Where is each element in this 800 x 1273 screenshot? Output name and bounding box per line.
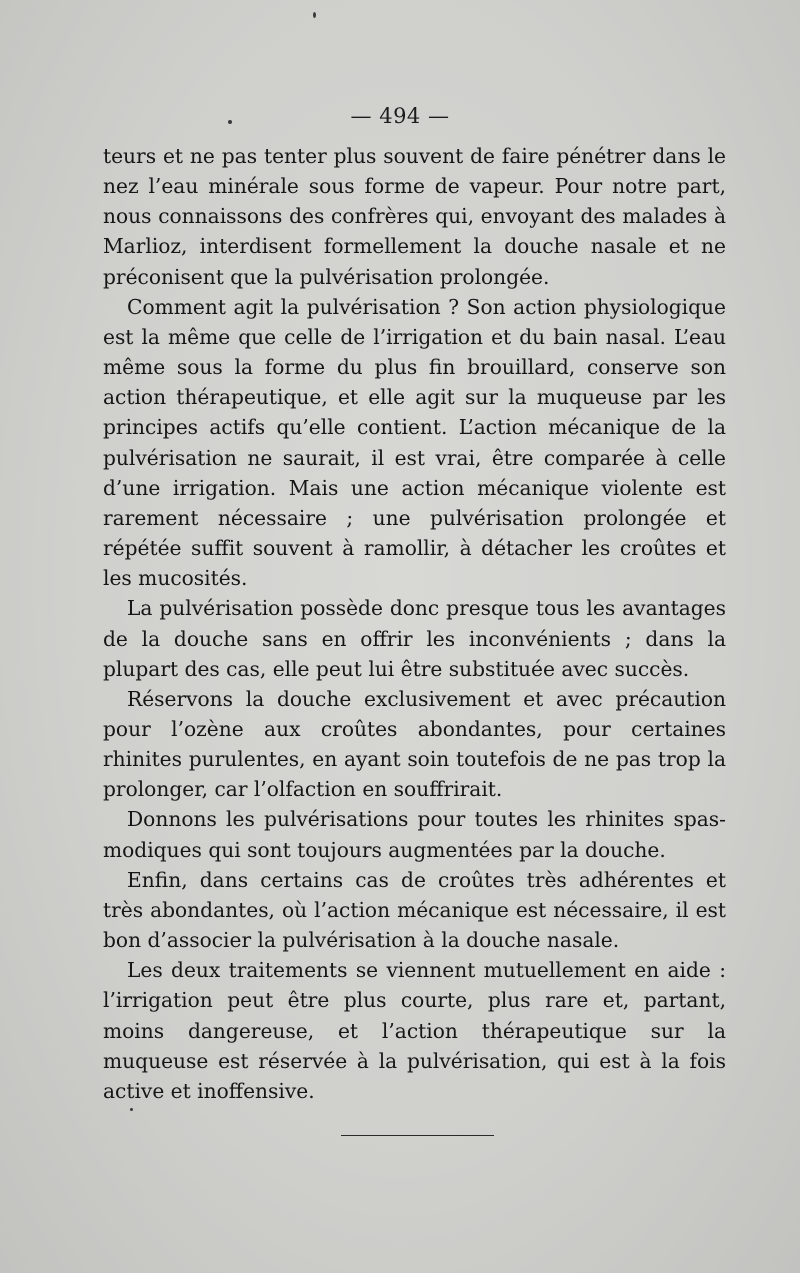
paragraph: Réservons la douche exclusivement et avec précaution pour l’ozène aux croûtes abondantes, pour certaines rhinites purulentes, en ayant soin toutefois de ne pas trop la prolonger, car l’olfaction en souffrirait. — [103, 686, 726, 802]
paragraph: Les deux traitements se viennent mutuellement en aide : l’irrigation peut être plus courte, plus rare et, partant, moins dangereuse, et l’action thérapeutique sur la muqueuse est réservée à la pulvérisation, qui est à la fois active et inoffensive. — [103, 958, 726, 1103]
paragraph: Donnons les pulvérisations pour toutes les rhinites spasmodiques qui sont toujours augmentées par la douche. — [103, 807, 726, 862]
section-end-rule — [341, 1135, 494, 1136]
body-text — [103, 141, 726, 1106]
page-number: — 494 — — [350, 104, 450, 128]
paragraph: Comment agit la pulvérisation ? Son action physiologique est la même que celle de l’irrigation et du bain nasal. L’eau même sous la forme du plus fin brouillard, conserve son action thérapeutique, et elle agit sur la muqueuse par les principes actifs qu’elle contient. L’action mécanique de la pulvérisation ne saurait, il est vrai, être comparée à celle d’une irrigation. Mais une action mécanique violente est rarement nécessaire ; une pulvérisation prolongée et répétée suffit souvent à ramollir, à détacher les croûtes et les mucosités. — [103, 294, 726, 591]
ink-speck — [228, 120, 232, 124]
ink-speck — [313, 12, 316, 18]
ink-speck — [130, 1108, 133, 1111]
paragraph-continuation: teurs et ne pas tenter plus souvent de faire pénétrer dans le nez l’eau minérale sous forme de vapeur. Pour notre part, nous connaissons des confrères qui, envoyant des malades à Marlioz, interdisent formellement la douche nasale et ne préconisent que la pulvérisation prolongée. — [103, 144, 726, 289]
paragraph: Enfin, dans certains cas de croûtes très adhérentes et très abondantes, où l’action mécanique est nécessaire, il est bon d’associer la pulvérisation à la douche nasale. — [103, 867, 726, 953]
paragraph: La pulvérisation possède donc presque tous les avantages de la douche sans en offrir les inconvénients ; dans la plupart des cas, elle peut lui être substituée avec succès. — [103, 596, 726, 681]
